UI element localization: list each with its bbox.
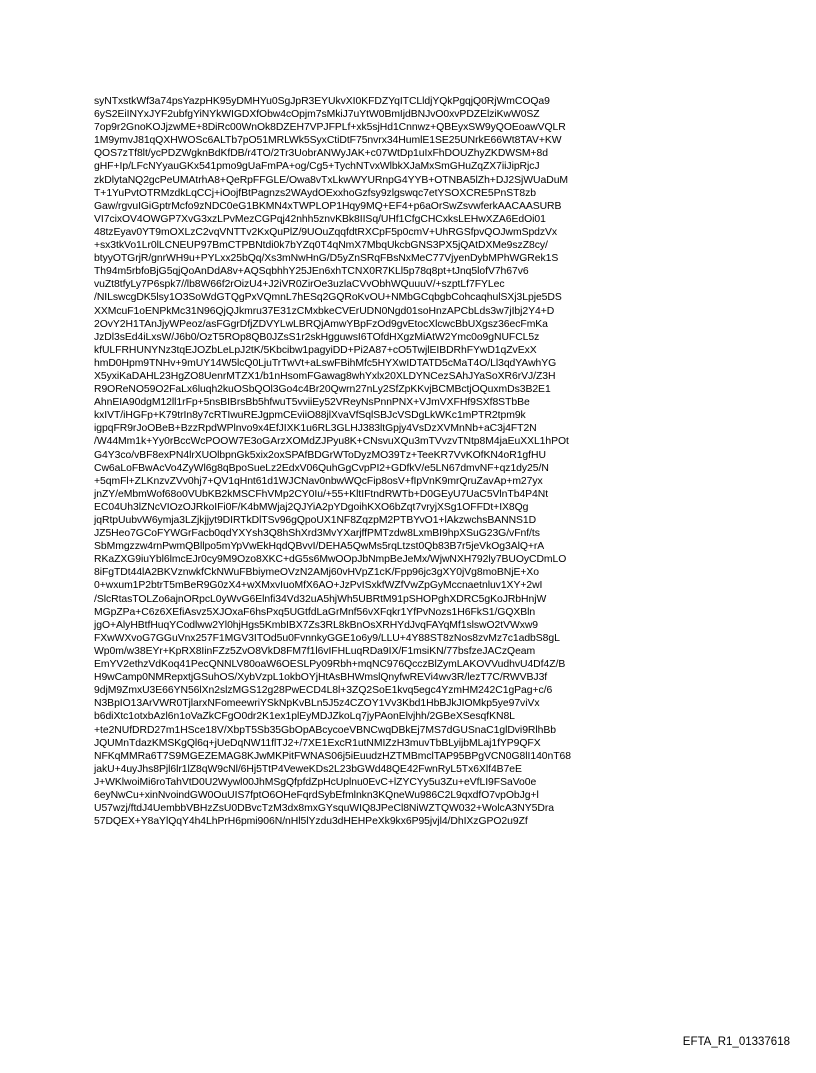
- text-line: H9wCamp0NMRepxtjGSuhOS/XybVzpL1okbOYjHtAsBHWmslQnyfwREVi4wv3R/lezT7C/RWVBJ3f: [94, 672, 548, 684]
- text-line: 6yS2EiINYxJYF2ubfgYiNYkWIGDXfObw4cOpjm7sMkiJ7uYtW0BmIjdBNJvO0xvPDZElziKwW0SZ: [94, 109, 540, 121]
- text-line: RKaZXG9iuYbl6lmcEJr0cy9M9Ozo8XKC+dG5s6MwOOpJbNmpBeJeMx/WjwNXH792ly7BUOyCDmLO: [94, 554, 567, 566]
- text-line: VI7cixOV4OWGP7XvG3xzLPvMezCGPqj42nhh5znvKBk8IISq/UHf1CfgCHCxksLEHwXZA6EdOi01: [94, 213, 546, 225]
- text-line: JzDl3sEd4iLxsW/J6b0/OzT5ROp8QB0JZsS1r2skHgguwsI6TOfdHXgzMiAtW2Ymc0o9gNUFCL5z: [94, 331, 540, 343]
- text-line: /W44Mm1k+Yy0rBccWcPOOW7E3oGArzXOMdZJPyu8K+CNsvuXQu3mTVvzvTNtp8M4jaEuXXL1hPOt: [94, 436, 569, 448]
- text-line: QOS7zTf8lt/ycPDZWgknBdKfDB/r4TO/2Tr3UobrANWyJAK+c07WtDp1uIxFhDOUZhyZKDWSM+8d: [94, 148, 548, 160]
- text-line: +5qmFl+ZLKnzvZVv0hj7+QV1qHnt61d1WJCNav0nbwWQcFip8osV+fIpVnK9mrQruZavAp+m27yx: [94, 475, 543, 487]
- text-line: 57DQEX+Y8aYlQqY4h4LhPrH6pmi906N/nHl5lYzdu3dHEHPeXk9kx6P95jvjl4/DhIXzGPO2u9Zf: [94, 816, 528, 828]
- document-id-footer: EFTA_R1_01337618: [682, 1036, 790, 1048]
- text-line: JQUMnTdazKMSKgQl6q+jUeDqNW11flTJ2+/7XE1ExcR1utNMIZzH3muvTbBLyijbMLaj1fYP9QFX: [94, 737, 541, 749]
- text-line: 8iFgTDt44lA2BKVznwkfCkNWuFBbiymeOVzN2AMj60vHVpZ1cK/Fpp96jc3gXY0jVg8moBNjE+Xo: [94, 567, 540, 579]
- text-line: syNTxstkWf3a74psYazpHK95yDMHYu0SgJpR3EYUkvXI0KFDZYqITCLldjYQkPgqjQ0RjWmCOQa9: [94, 96, 550, 107]
- text-line: N3BpIO13ArVWR0TjlarxNFomeewriYSkNpKvBLn5J5z4CZOY1Vv3Kbd1HbBJkJIOMkp5ye97viVx: [94, 698, 540, 710]
- text-line: AhnEIA90dgM12ll1rFp+5nsBIBrsBb5hfwuT5vviiEy52VReyNsPnnPNX+VJmVXFHf9SXf8STbBe: [94, 397, 530, 409]
- text-line: zkDlytaNQ2gcPeUMAtrhA8+QeRpFFGLE/Owa8vTxLkwWYURnpG4YYB+OTNBA5lZh+DJ2SjWUaDuM: [94, 174, 569, 186]
- text-line: kxIVT/iHGFp+K79trIn8y7cRTIwuREJgpmCEviiO88jlXvaVfSqlSBJcVSDgLkWKc1mPTR2tpm9k: [94, 410, 526, 422]
- text-line: /NILswcgDK5lsy1O3SoWdGTQgPxVQmnL7hESq2GQRoKvOU+NMbGCqbgbCohcaqhulSXj3Lpje5DS: [94, 292, 562, 304]
- text-line: gHF+Ip/LFcNYyauGKx541pmo9gUaFmPA+og/Cg5+TychNTvxWlbkXJaMxSmGHuZqZX7iiJipRjcJ: [94, 161, 540, 173]
- text-line: jgO+AlyHBtfHuqYCodlww2Yl0hjHgs5KmbIBX7Zs3RL8kBnOsXRHYdJvqFAYqMf1slswO2tVWxw9: [94, 619, 539, 631]
- text-line: J+WKlwoiMi6roTahVtD0U2Wywl00JhMSgQfpfdZpHcUplnu0EvC+lZYCYy5u3Zu+eVfLI9FSaVo0e: [94, 776, 537, 788]
- text-line: Gaw/rgvuIGiGptrMcfo9zNDC0eG1BKMN4xTWPLOP1Hqy9MQ+EF4+p6aOrSwZsvwferkAACAASURB: [94, 200, 562, 212]
- text-line: 9djM9ZmxU3E66YN56lXn2slzMGS12g28PwECD4L8l+3ZQ2SoE1kvq5egc4YzmHM242C1gPag+c/6: [94, 685, 553, 697]
- text-line: EC04Uh3lZNcVIOzOJRkoIFi0F/K4bMWjaj2QJYiA2pYDgoihKXO6bZqt7vryjXSg1OFFDt+IX8Qg: [94, 501, 529, 513]
- text-line: btyyOTGrjR/gnrWH9u+PYLxx25bQq/Xs3mNwHnG/D5yZnSRqFBsNxMeC77VjyenDybMPhWGRek1S: [94, 253, 559, 265]
- text-line: 2OvY2H1TAnJjyWPeoz/asFGgrDfjZDVYLwLBRQjAmwYBpFzOd9gvEtocXlcwcBbUXgsz36ecFmKa: [94, 318, 548, 330]
- text-line: SbMmgzzw4rnPwmQBllpo5mYpVwEkHqdQBvvI/DEHA5QwMs5rqLtzst0Qb83B7r5jeVkOg3AlQ+rA: [94, 541, 545, 553]
- text-line: EmYV2ethzVdKoq41PecQNNLV80oaW6OESLPy09Rbh+mqNC976QcczBlZymLAKOVVudhvU4Df4Z/B: [94, 659, 566, 671]
- text-line: kfULFRHUNYNz3tqEJOZbLeLpJ2tK/5Kbcibw1pagyiDD+Pi2A87+cO5TwjlEIBDRhFYwD1qZvExX: [94, 344, 537, 356]
- text-line: MGpZPa+C6z6XEfiAsvz5XJOxaF6hsPxq5UGtfdLaGrMnf56vXFqkr1YfPvNozs1H6FkS1/GQXBln: [94, 606, 536, 618]
- text-line: NFKqMMRa6T7S9MGEZEMAG8KJwMKPitFWNAS06j5iEuudzHZTMBmclTAP95BPgVCN0G8lI140nT68: [94, 750, 572, 762]
- text-line: jqRtpUubvW6ymja3LZjkjjyt9DIRTkDlTSv96gQpoUX1NF8ZqzpM2PTBYvO1+lAkzwchsBANNS1D: [94, 515, 537, 526]
- text-line: FXwWXvoG7GGuVnx257F1MGV3ITOd5u0FvnnkyGGE1o6y9/LLU+4Y88ST8zNos8zvMz7c1adbS8gL: [94, 632, 560, 644]
- text-line: /SlcRtasTOLZo6ajnORpcL0yWvG6Elnfi34Vd32uA5hjWh5UBRtM91pSHOPghXDRC5gKoJRbHnjW: [94, 593, 547, 605]
- text-line: 0+wxum1P2btrT5mBeR9G0zX4+wXMxvIuoMfX6AO+JzPvISxkfWZfVwZpGyMccnaetnluv1XY+2wI: [94, 580, 543, 592]
- text-line: +te2NUfDRD27m1HSce18V/XbpT5Sb35GbOpABcycoeVBNCwqDBkEj7MS7dGUSnaC1glDvi9RlhBb: [94, 724, 556, 736]
- text-line: +sx3tkVo1Lr0lLCNEUP97BmCTPBNtdi0k7bYZq0T4qNmX7MbqUkcbGNS3PX5jQAtDXMe9szZ8cy/: [94, 240, 548, 252]
- text-line: Cw6aLoFBwAcVo4ZyWl6g8qBpoSueLz2EdxV06QuhGgCvpPI2+GDfkV/e5LN67dmvNF+qz1dy25/N: [94, 462, 549, 474]
- text-line: R9OReNO59O2FaLx6luqh2kuOSbQOl3Go4c4Br20Qwrn27nLy2SfZpKKvjBCMBctjOQuxmDs3B2E1: [94, 384, 551, 396]
- text-line: JZ5Heo7GCoFYWGrFacb0qdYXYsh3Q8hShXrd3MvYXarjffPMTzdw8LxmBI9hpXSuG23G/vFnf/ts: [94, 528, 540, 540]
- text-line: b6diXtc1otxbAzl6n1oVaZkCFgO0dr2K1ex1plEyMDJZkoLq7jyPAonElvjhh/2GBeXSesqfKN8L: [94, 711, 515, 723]
- text-line: T+1YuPvtOTRMzdkLqCCj+iOojfBtPagnzs2WAydOExxhoGzfsy9zlgswqc7etYSOXCRE5PnST8zb: [94, 187, 537, 199]
- text-line: XXMcuF1oENPkMc31N96QjQJkmru37E31zCMxbkeCVErUDN0Ngd01soHnzAPCbLds3w7jIbj2Y4+D: [94, 305, 555, 317]
- text-line: vuZt8tfyLy7P6spk7//lb8W66f2rOizU4+J2iVR0ZirOe3uzlaCVvObhWQuuuV/+szptLf7FYLec: [94, 279, 505, 291]
- text-line: X5yxiKaDAHL23HgZO8UenrMTZX1/b1nHsomFGawag8whYxlx20XLDYNCezSAhJYaSoXR6rVJ/Z3H: [94, 370, 556, 382]
- text-line: 6eyNwCu+xinNvoindGW0OuUIS7fptO6OHeFqrdSybEfmlnkn3KQneWu986C2L9qxdfO7vpObJg+l: [94, 789, 539, 801]
- text-line: jakU+4uyJhs8Pjl6lr1lZ8qW9cNl/6Hj5TtP4VeweKDs2L23bGWd48QE42FwnRyL5Tx6Xlf4B7eE: [94, 763, 522, 775]
- text-line: Th94m5rbfoBjG5qjQoAnDdA8v+AQSqbhhY25JEn6xhTCNX0R7KLl5p78q8pt+tJnq5lofV7h67v6: [94, 266, 529, 278]
- text-line: G4Y3co/vBF8exPN4lrXUOlbpnGk5xix2oxSPAfBDGrWToDyzMO39Tz+TeeKR7VvKOfKN4oR1gfHU: [94, 449, 546, 461]
- text-line: hmD0Hpm9TNHv+9mUY14W5lcQ0LjuTrTwVt+aLswFBihMfc5HYXwIDTATD5cMaT4O/Ll3qdYAwhYG: [94, 357, 557, 369]
- text-line: jnZY/eMbmWof68o0VUbKB2kMSCFhVMp2CY0Iu/+55+KltIFtndRWTb+D0GEyU7UaC5VlnTb4P4Nt: [94, 488, 549, 500]
- text-line: U57wzj/ftdJ4UembbVBHzZsU0DBvcTzM3dx8mxGYsquWIQ8JPeCl8NiWZTQW032+WolcA3NY5Dra: [94, 803, 554, 815]
- text-line: 7op9r2GnoKOJjzwME+8DiRc00WnOk8DZEH7VPJFPLf+xk5sjHd1Cnnwz+QBEyxSW9yQOEoawVQLR: [94, 122, 566, 134]
- encoded-text-block: [94, 95, 744, 828]
- text-line: 48tzEyav0YT9mOXLzC2vqVNTTv2KxQuPlZ/9UOuZqqfdtRXCpF5p0cmV+UhRGSfpvQOJwmSpdzVx: [94, 226, 558, 238]
- text-line: Wp0m/w38EYr+KpRX8IinFZz5ZvO8VkD8FM7f1l6vIFHLuqRDa9IX/F1msiKN/77bsfzeJACzQeam: [94, 645, 536, 657]
- text-line: igpqFR9rJoOBeB+BzzRpdWPlnvo9x4EfJIXK1u6RL3GLHJ383ltGpjy4VsDzXVMnNb+aC3j4FT2N: [94, 423, 537, 435]
- text-line: 1M9ymvJ81qQXHWOSc6ALTb7pO51MRLWk5SyxCtiDtF75nvrx34HumlE1SE25UNrkE66Wt8TAV+KW: [94, 135, 562, 147]
